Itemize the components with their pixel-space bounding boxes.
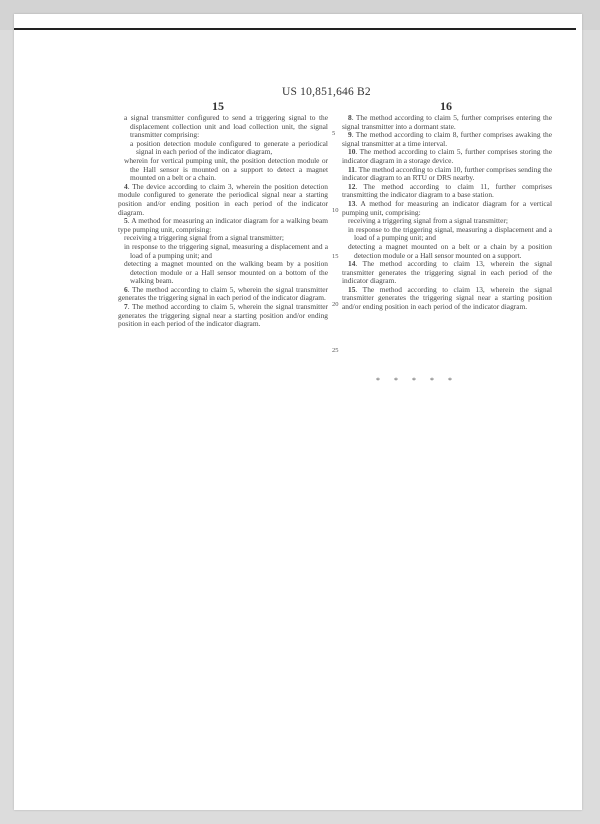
page-top-edge bbox=[14, 28, 576, 30]
claim-paragraph bbox=[342, 260, 552, 286]
claim-text: . The method according to claim 13, wherein the signal transmitter generates the triggering signal near a starting position and/or ending position in each period of the indicator diagram. bbox=[342, 284, 552, 312]
left-column-page-number: 15 bbox=[212, 99, 224, 113]
claim-clause bbox=[118, 243, 328, 260]
claim-text: . The method according to claim 13, wherein the signal transmitter generates the triggering signal in each period of the indicator diagram. bbox=[342, 259, 552, 286]
claim-clause bbox=[118, 114, 328, 140]
end-of-document-mark: * * * * * bbox=[376, 376, 458, 385]
claim-paragraph bbox=[342, 131, 552, 148]
claim-clause bbox=[118, 140, 328, 157]
claim-text: a position detection module configured to generate a periodical signal in each period of the indicator diagram, bbox=[130, 138, 328, 157]
claim-text: receiving a triggering signal from a signal transmitter; bbox=[348, 216, 508, 226]
claim-paragraph bbox=[118, 303, 328, 329]
line-number: 20 bbox=[332, 301, 339, 308]
claim-paragraph bbox=[118, 183, 328, 217]
claim-text: detecting a magnet mounted on a belt or a chain by a position detection module or a Hall sensor mounted on a support. bbox=[348, 241, 552, 260]
line-number: 5 bbox=[332, 130, 336, 137]
claim-number: 6 bbox=[124, 284, 128, 294]
claim-number: 9 bbox=[348, 130, 352, 140]
claim-text: . The method according to claim 11, further comprises transmitting the indicator diagram to a base station. bbox=[342, 181, 552, 200]
claim-paragraph bbox=[118, 217, 328, 234]
claim-text: wherein for vertical pumping unit, the position detection module or the Hall sensor is mounted on a support to detect a magnet mounted on a belt or a chain. bbox=[124, 155, 328, 183]
claim-text: . The method according to claim 5, further comprises storing the indicator diagram in a storage device. bbox=[342, 147, 552, 165]
claim-number: 5 bbox=[124, 216, 128, 226]
claim-text: detecting a magnet mounted on the walking beam by a position detection module or a Hall sensor mounted on a bottom of the walking beam. bbox=[124, 259, 328, 286]
claim-paragraph bbox=[342, 200, 552, 217]
patent-number: US 10,851,646 B2 bbox=[282, 86, 371, 98]
claim-paragraph bbox=[342, 286, 552, 312]
claim-text: . A method for measuring an indicator diagram for a vertical pumping unit, comprising: bbox=[342, 198, 552, 217]
claim-text: . The method according to claim 8, further comprises awaking the signal transmitter at a time interval. bbox=[342, 130, 552, 148]
claim-paragraph bbox=[342, 166, 552, 183]
claim-text: . A method for measuring an indicator diagram for a walking beam type pumping unit, comprising: bbox=[118, 216, 328, 234]
left-column-text bbox=[118, 114, 328, 329]
line-number: 10 bbox=[332, 207, 339, 214]
claim-number: 13 bbox=[348, 198, 356, 208]
claim-number: 15 bbox=[348, 284, 356, 294]
claim-text: . The method according to claim 10, further comprises sending the indicator diagram to an RTU or DRS nearby. bbox=[342, 164, 552, 183]
claim-number: 4 bbox=[124, 181, 128, 191]
claim-clause bbox=[342, 243, 552, 260]
claim-number: 7 bbox=[124, 302, 128, 312]
claim-clause bbox=[118, 260, 328, 286]
claim-paragraph bbox=[118, 286, 328, 303]
claim-text: . The method according to claim 5, wherein the signal transmitter generates the triggering signal near a starting position and/or ending position in each period of the indicator diagram. bbox=[118, 302, 328, 329]
claim-paragraph bbox=[342, 114, 552, 131]
claim-text: in response to the triggering signal, measuring a displacement and a load of a pumping unit; and bbox=[348, 224, 552, 243]
claim-number: 11 bbox=[348, 164, 355, 174]
claim-paragraph bbox=[342, 148, 552, 165]
claim-paragraph bbox=[342, 183, 552, 200]
claim-clause bbox=[342, 226, 552, 243]
line-number: 15 bbox=[332, 253, 339, 260]
claim-text: . The method according to claim 5, wherein the signal transmitter generates the triggering signal in each period of the indicator diagram. bbox=[118, 284, 328, 303]
claim-number: 10 bbox=[348, 147, 356, 157]
right-column-page-number: 16 bbox=[440, 99, 452, 113]
line-number: 25 bbox=[332, 347, 339, 354]
claim-text: a signal transmitter configured to send a triggering signal to the displacement collection unit and load collection unit, the signal transmitter comprising: bbox=[124, 113, 328, 140]
claim-text: . The method according to claim 5, further comprises entering the signal transmitter into a dormant state. bbox=[342, 113, 552, 131]
claim-text: in response to the triggering signal, measuring a displacement and a load of a pumping unit; and bbox=[124, 241, 328, 260]
claim-text: receiving a triggering signal from a signal transmitter; bbox=[124, 233, 284, 243]
claim-number: 14 bbox=[348, 259, 356, 269]
claim-number: 8 bbox=[348, 113, 352, 122]
right-column-text bbox=[342, 114, 552, 312]
claim-text: . The device according to claim 3, wherein the position detection module configured to generate the periodical signal near a starting position and/or ending position in each period of the indicator diagram. bbox=[118, 181, 328, 217]
claim-clause bbox=[118, 157, 328, 183]
claim-number: 12 bbox=[348, 181, 356, 191]
